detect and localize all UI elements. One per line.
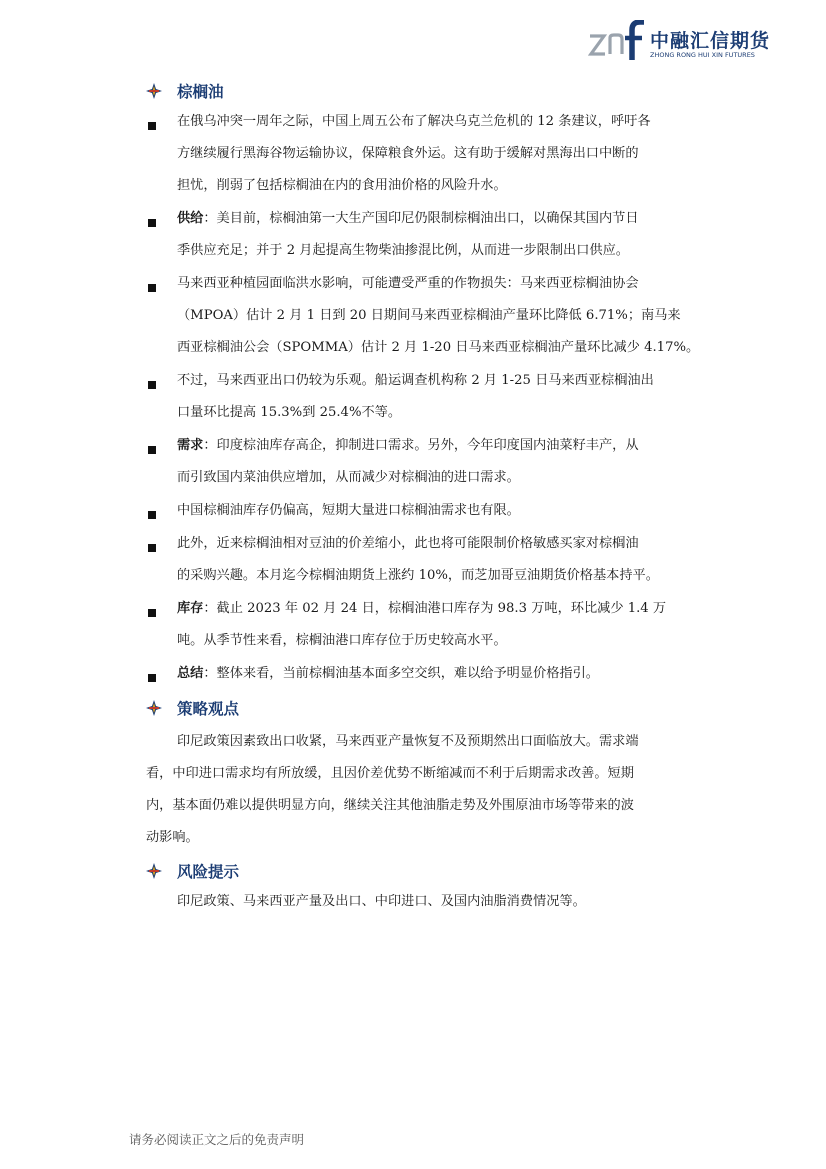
bullet-line: 马来西亚种植园面临洪水影响，可能遭受严重的作物损失：马来西亚棕榈油协会	[177, 276, 639, 291]
bullet-text: ：美目前，棕榈油第一大生产国印尼仍限制棕榈油出口，以确保其国内节日	[203, 211, 639, 226]
bullet-line: 吨。从季节性来看，棕榈油港口库存位于历史较高水平。	[177, 633, 507, 648]
bullet-line: 不过，马来西亚出口仍较为乐观。船运调查机构称 2 月 1-25 日马来西亚棕榈油出	[177, 373, 654, 388]
bullet-line: 中国棕榈油库存仍偏高，短期大量进口棕榈油需求也有限。	[177, 503, 520, 518]
bullet-line: 季供应充足；并于 2 月起提高生物柴油掺混比例，从而进一步限制出口供应。	[177, 243, 629, 258]
bullet-line	[177, 437, 639, 454]
square-bullet-icon	[148, 122, 156, 130]
paragraph-line: 看，中印进口需求均有所放缓，且因价差优势不断缩减而不利于后期需求改善。短期	[146, 766, 634, 781]
square-bullet-icon	[148, 511, 156, 519]
square-bullet-icon	[148, 284, 156, 292]
bullet-line: 的采购兴趣。本月迄今棕榈油期货上涨约 10%，而芝加哥豆油期货价格基本持平。	[177, 568, 659, 583]
compass-marker-icon	[146, 700, 162, 716]
bullet-line	[177, 210, 639, 227]
bullet-line: 而引致国内菜油供应增加，从而减少对棕榈油的进口需求。	[177, 470, 520, 485]
disclaimer-footer: 请务必阅读正文之后的免责声明	[129, 1132, 305, 1147]
logo-english-name: ZHONG RONG HUI XIN FUTURES	[650, 51, 755, 59]
square-bullet-icon	[148, 219, 156, 227]
paragraph-line: 内，基本面仍难以提供明显方向，继续关注其他油脂走势及外围原油市场等带来的波	[146, 798, 634, 813]
square-bullet-icon	[148, 544, 156, 552]
bullet-text: ：印度棕油库存高企，抑制进口需求。另外，今年印度国内油菜籽丰产，从	[203, 438, 639, 453]
square-bullet-icon	[148, 674, 156, 682]
section-title: 棕榈油	[177, 83, 224, 101]
company-logo	[588, 20, 778, 62]
bullet-line: 担忧，削弱了包括棕榈油在内的食用油价格的风险升水。	[177, 178, 507, 193]
bullet-line: 此外，近来棕榈油相对豆油的价差缩小，此也将可能限制价格敏感买家对棕榈油	[177, 536, 639, 551]
risk-paragraph: 印尼政策、马来西亚产量及出口、中印进口、及国内油脂消费情况等。	[177, 894, 586, 909]
bullet-text: ：截止 2023 年 02 月 24 日，棕榈油港口库存为 98.3 万吨，环比减少 1.4 万	[203, 601, 667, 616]
bullet-line: 口量环比提高 15.3%到 25.4%不等。	[177, 405, 402, 420]
compass-marker-icon	[146, 863, 162, 879]
bullet-lead: 库存	[177, 601, 204, 616]
logo-mark-icon	[588, 20, 648, 62]
logo-chinese-name: 中融汇信期货	[650, 30, 771, 52]
bullet-line: 西亚棕榈油公会（SPOMMA）估计 2 月 1-20 日马来西亚棕榈油产量环比减少 4.17%。	[177, 340, 700, 355]
square-bullet-icon	[148, 446, 156, 454]
section-title: 风险提示	[177, 863, 240, 881]
bullet-line: 方继续履行黑海谷物运输协议，保障粮食外运。这有助于缓解对黑海出口中断的	[177, 146, 639, 161]
bullet-lead: 总结	[177, 666, 204, 681]
paragraph-line: 印尼政策因素致出口收紧，马来西亚产量恢复不及预期然出口面临放大。需求端	[177, 734, 639, 749]
compass-marker-icon	[146, 83, 162, 99]
bullet-lead: 供给	[177, 211, 204, 226]
bullet-line: （MPOA）估计 2 月 1 日到 20 日期间马来西亚棕榈油产量环比降低 6.71%；南马来	[177, 308, 681, 323]
square-bullet-icon	[148, 609, 156, 617]
section-title: 策略观点	[177, 700, 240, 718]
bullet-text: ：整体来看，当前棕榈油基本面多空交织，难以给予明显价格指引。	[203, 666, 599, 681]
bullet-line	[177, 665, 599, 682]
bullet-line: 在俄乌冲突一周年之际，中国上周五公布了解决乌克兰危机的 12 条建议，呼吁各	[177, 114, 651, 129]
square-bullet-icon	[148, 381, 156, 389]
paragraph-line: 动影响。	[146, 830, 199, 845]
bullet-lead: 需求	[177, 438, 204, 453]
bullet-line	[177, 600, 666, 617]
